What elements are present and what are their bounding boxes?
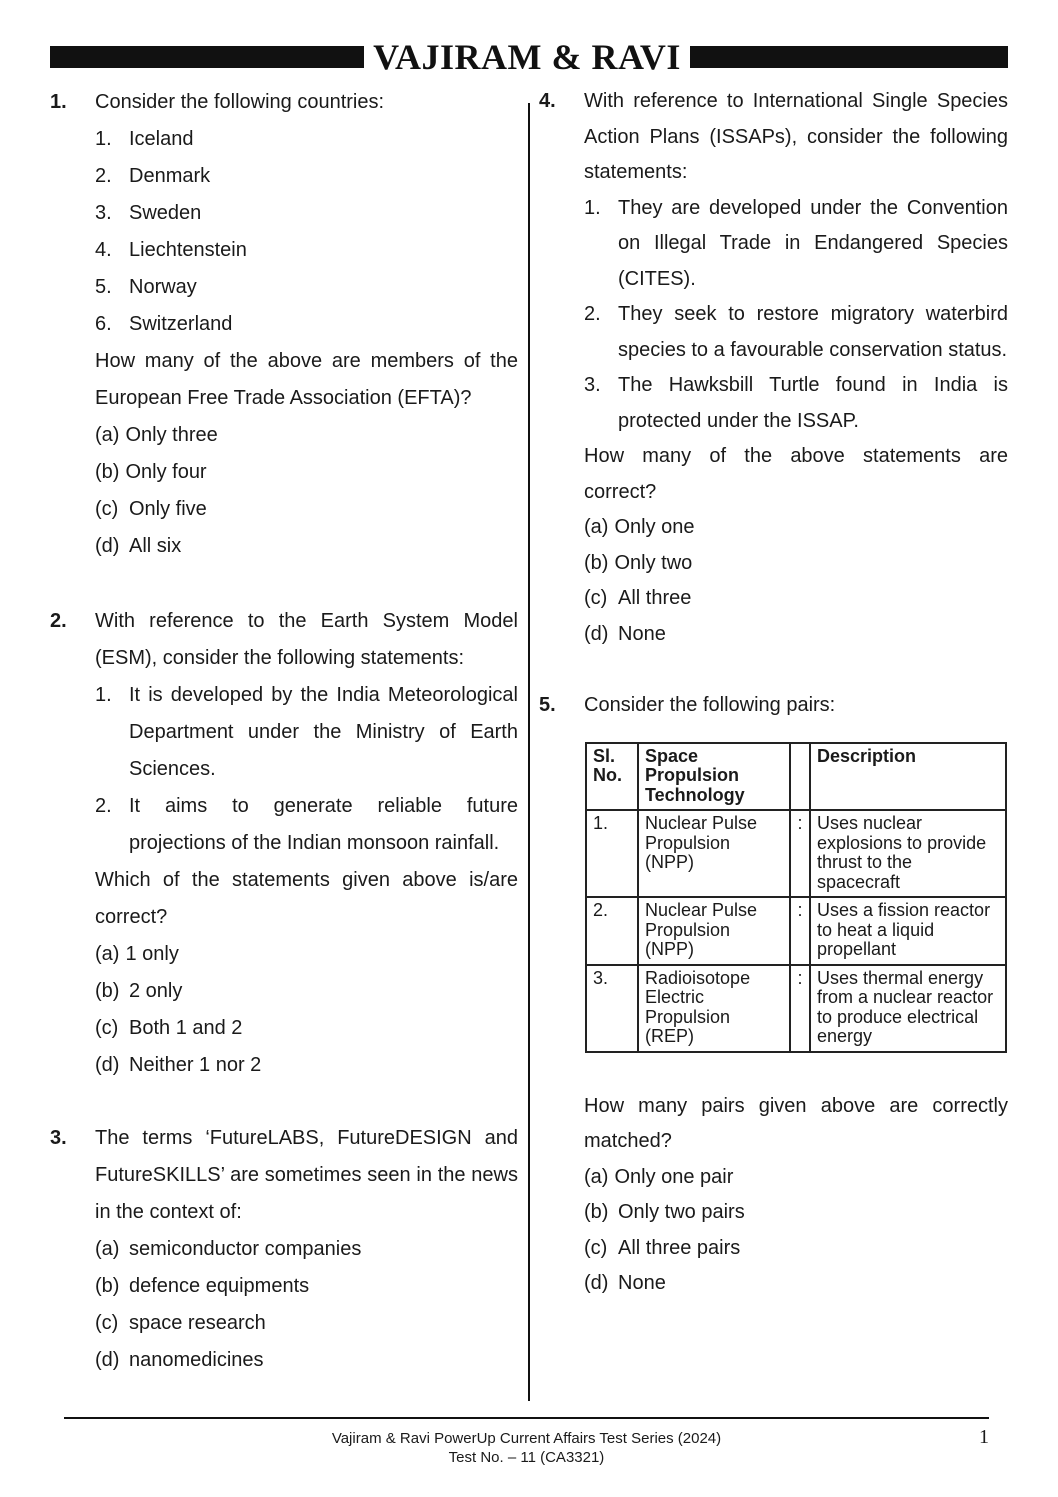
question-stem: The terms ‘FutureLABS, FutureDESIGN and FutureSKILLS’ are sometimes seen in the news in the context of: — [95, 1127, 518, 1223]
page-number: 1 — [979, 1426, 989, 1448]
cell-colon: : — [790, 810, 810, 897]
option-a: (a) Only one — [584, 516, 695, 538]
option-b: (b) defence equipments — [95, 1275, 310, 1297]
table-row — [586, 810, 1006, 897]
list-item: 2. They seek to restore migratory waterbird species to a favourable conservation status. — [584, 303, 1008, 361]
footer-rule — [64, 1417, 989, 1419]
option-a: (a) Only three — [95, 424, 218, 446]
question-ask: How many pairs given above are correctly matched? — [584, 1094, 1008, 1152]
option-c: (c) All three — [584, 587, 692, 609]
option-c: (c) Both 1 and 2 — [95, 1017, 243, 1039]
list-item: 3. The Hawksbill Turtle found in India is protected under the ISSAP. — [584, 374, 1008, 432]
list-item: 3. Sweden — [95, 202, 202, 224]
cell-colon: : — [790, 965, 810, 1052]
question-3 — [50, 1120, 518, 1379]
question-ask: Which of the statements given above is/are correct? — [95, 869, 518, 928]
list-item: 1. They are developed under the Convention on Illegal Trade in Endangered Species (CITES). — [584, 196, 1008, 290]
header-description: Description — [810, 743, 1006, 811]
list-item: 1. It is developed by the India Meteorological Department under the Ministry of Earth Sciences. — [95, 684, 518, 780]
question-stem: Consider the following countries: — [95, 91, 385, 113]
list-item: 6. Switzerland — [95, 313, 233, 335]
header-sl-no: Sl. No. — [586, 743, 638, 811]
question-number: 3. — [50, 1127, 67, 1149]
question-ask: How many of the above statements are correct? — [584, 445, 1008, 503]
list-item: 5. Norway — [95, 276, 197, 298]
list-item: 1. Iceland — [95, 128, 194, 150]
cell-sl: 3. — [586, 965, 638, 1052]
option-b: (b) 2 only — [95, 980, 183, 1002]
question-number: 4. — [539, 90, 556, 112]
column-divider — [528, 103, 530, 1401]
list-item: 4. Liechtenstein — [95, 239, 247, 261]
page-footer — [64, 1429, 989, 1467]
question-number: 5. — [539, 694, 556, 716]
cell-colon: : — [790, 897, 810, 965]
option-b: (b) Only four — [95, 461, 207, 483]
option-a: (a) 1 only — [95, 943, 179, 965]
option-a: (a) semiconductor companies — [95, 1238, 362, 1260]
header-bar-right — [690, 46, 1008, 68]
option-d: (d) nanomedicines — [95, 1349, 264, 1371]
right-column — [539, 84, 1008, 1302]
cell-description: Uses thermal energy from a nuclear reactor to produce electrical energy — [810, 965, 1006, 1052]
option-d: (d) None — [584, 1272, 666, 1294]
cell-sl: 1. — [586, 810, 638, 897]
question-number: 1. — [50, 91, 67, 113]
question-4 — [539, 84, 1008, 652]
option-c: (c) Only five — [95, 498, 207, 520]
header-colon — [790, 743, 810, 811]
question-1 — [50, 84, 518, 565]
option-a: (a) Only one pair — [584, 1165, 734, 1188]
cell-description: Uses a fission reactor to heat a liquid propellant — [810, 897, 1006, 965]
question-number: 2. — [50, 610, 67, 632]
cell-sl: 2. — [586, 897, 638, 965]
list-item: 2. Denmark — [95, 165, 211, 187]
cell-technology: Nuclear Pulse Propulsion (NPP) — [638, 897, 790, 965]
question-stem: Consider the following pairs: — [584, 694, 836, 716]
option-b: (b) Only two pairs — [584, 1201, 745, 1223]
option-d: (d) None — [584, 622, 666, 645]
table-row — [586, 965, 1006, 1052]
question-5 — [539, 688, 1008, 1302]
option-d: (d) All six — [95, 535, 182, 557]
cell-technology: Radioisotope Electric Propulsion (REP) — [638, 965, 790, 1052]
footer-series: Vajiram & Ravi PowerUp Current Affairs Test Series (2024) — [331, 1430, 722, 1447]
option-b: (b) Only two — [584, 551, 693, 574]
option-c: (c) All three pairs — [584, 1236, 741, 1259]
table-row — [586, 897, 1006, 965]
page-header — [50, 37, 1008, 77]
footer-test-no: Test No. – 11 (CA3321) — [448, 1449, 605, 1466]
header-technology: Space Propulsion Technology — [638, 743, 790, 811]
question-stem: With reference to International Single Species Action Plans (ISSAPs), consider the following statements: — [584, 90, 1008, 183]
list-item: 2. It aims to generate reliable future projections of the Indian monsoon rainfall. — [95, 795, 518, 854]
header-title: VAJIRAM & RAVI — [373, 37, 681, 77]
header-bar-left — [50, 46, 364, 68]
left-column — [50, 84, 518, 1379]
pairs-table — [585, 742, 1007, 1053]
cell-technology: Nuclear Pulse Propulsion (NPP) — [638, 810, 790, 897]
table-header-row — [586, 743, 1006, 811]
question-2 — [50, 603, 518, 1084]
option-c: (c) space research — [95, 1312, 266, 1334]
cell-description: Uses nuclear explosions to provide thrust to the spacecraft — [810, 810, 1006, 897]
question-stem: With reference to the Earth System Model (ESM), consider the following statements: — [95, 610, 518, 669]
option-d: (d) Neither 1 nor 2 — [95, 1054, 262, 1076]
question-ask: How many of the above are members of the European Free Trade Association (EFTA)? — [95, 350, 518, 409]
